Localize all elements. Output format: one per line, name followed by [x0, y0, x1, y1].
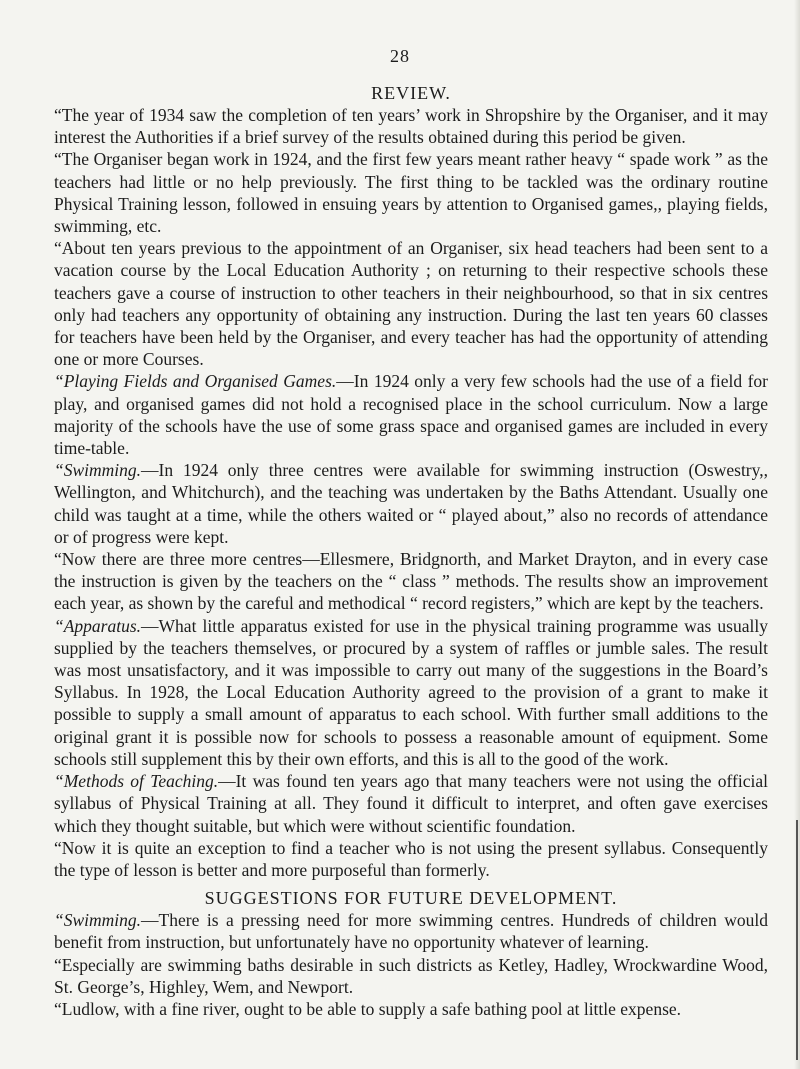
methods-text: —It was found ten years ago that many teachers were not using the official syllabus of Physical Training at all. They found it difficult to interpret, and often gave exercises which they thought suitable, but which were without scientific foundation.	[54, 771, 768, 836]
playing-fields-paragraph	[54, 370, 768, 459]
methods-subhead: “Methods of Teaching.	[54, 771, 219, 792]
swimming-paragraph	[54, 459, 768, 548]
review-intro-paragraph: “The year of 1934 saw the completion of ten years’ work in Shropshire by the Organiser, and it may interest the Authorities if a brief survey of the results obtained during this period be given.	[54, 105, 768, 148]
page-binding-mark	[796, 820, 798, 1060]
apparatus-paragraph	[54, 615, 768, 770]
apparatus-text: —What little apparatus existed for use in the physical training programme was usually supplied by the teachers themselves, or procured by a system of raffles or jumble sales. The result was most unsatisfactory, and it was impossible to carry out many of the suggestions in the Board’s Syllabus. In 1928, the Local Education Authority agreed to the provision of a grant to make it possible to supply a small amount of apparatus to each school. With further small additions to the original grant it is possible now for schools to possess a reasonable amount of equipment. Some schools still supplement this by their own efforts, and this is all to the good of the work.	[54, 615, 768, 769]
review-heading: REVIEW.	[371, 83, 451, 103]
swimming-followup-paragraph: “Now there are three more centres—Ellesmere, Bridgnorth, and Market Drayton, and in every case the instruction is given by the teachers on the “ class ” methods. The results show an improvement each year, as shown by the careful and methodical “ record registers,” which are kept by the teachers.	[54, 549, 768, 614]
suggestions-swimming-text: —There is a pressing need for more swimming centres. Hundreds of children would benefit from instruction, but unfortunately have no opportunity whatever of learning.	[54, 910, 768, 953]
methods-paragraph	[54, 770, 768, 837]
suggestions-heading: SUGGESTIONS FOR FUTURE DEVELOPMENT.	[204, 888, 618, 909]
swimming-subhead: “Swimming.	[54, 460, 142, 481]
suggestions-swimming-subhead: “Swimming.	[54, 910, 142, 931]
review-spade-work-paragraph: “The Organiser began work in 1924, and the first few years meant rather heavy “ spade work ” as the teachers had little or no help previously. The first thing to be tackled was the ordinary routine Physical Training lesson, followed in ensuing years by attention to Organised games,, playing fields, swimming, etc.	[54, 149, 768, 237]
methods-followup-paragraph: “Now it is quite an exception to find a teacher who is not using the present syllabus. Consequently the type of lesson is better and more purposeful than formerly.	[54, 837, 768, 880]
apparatus-subhead: “Apparatus.	[54, 615, 142, 636]
suggestions-swimming-paragraph	[54, 909, 768, 953]
swimming-text: —In 1924 only three centres were available for swimming instruction (Oswestry,, Wellington, and Whitchurch), and the teaching was undertaken by the Baths Attendant. Usually one child was taught at a time, while the others waited or “ played about,” also no records of attendance or of progress were kept.	[54, 460, 768, 547]
playing-fields-text: —In 1924 only a very few schools had the use of a field for play, and organised games did not hold a recognised place in the school curriculum. Now a large majority of the schools have the use of some grass space and organised games are included in every time-table.	[54, 371, 768, 459]
playing-fields-subhead: “Playing Fields and Organised Games.	[54, 371, 337, 392]
suggestions-ludlow-paragraph: “Ludlow, with a fine river, ought to be able to supply a safe bathing pool at little expense.	[54, 998, 682, 1019]
review-vacation-course-paragraph: “About ten years previous to the appointment of an Organiser, six head teachers had been sent to a vacation course by the Local Education Authority ; on returning to their respective schools these teachers gave a course of instruction to other teachers in their neighbourhood, so that in six centres only had teachers any opportunity of obtaining any instruction. During the last ten years 60 classes for teachers have been held by the Organiser, and every teacher has had the opportunity of attending one or more Courses.	[54, 238, 768, 370]
suggestions-districts-paragraph: “Especially are swimming baths desirable in such districts as Ketley, Hadley, Wrockwardine Wood, St. George’s, Highley, Wem, and Newport.	[54, 954, 768, 997]
page-number: 28	[390, 46, 410, 66]
document-body	[54, 74, 768, 1020]
